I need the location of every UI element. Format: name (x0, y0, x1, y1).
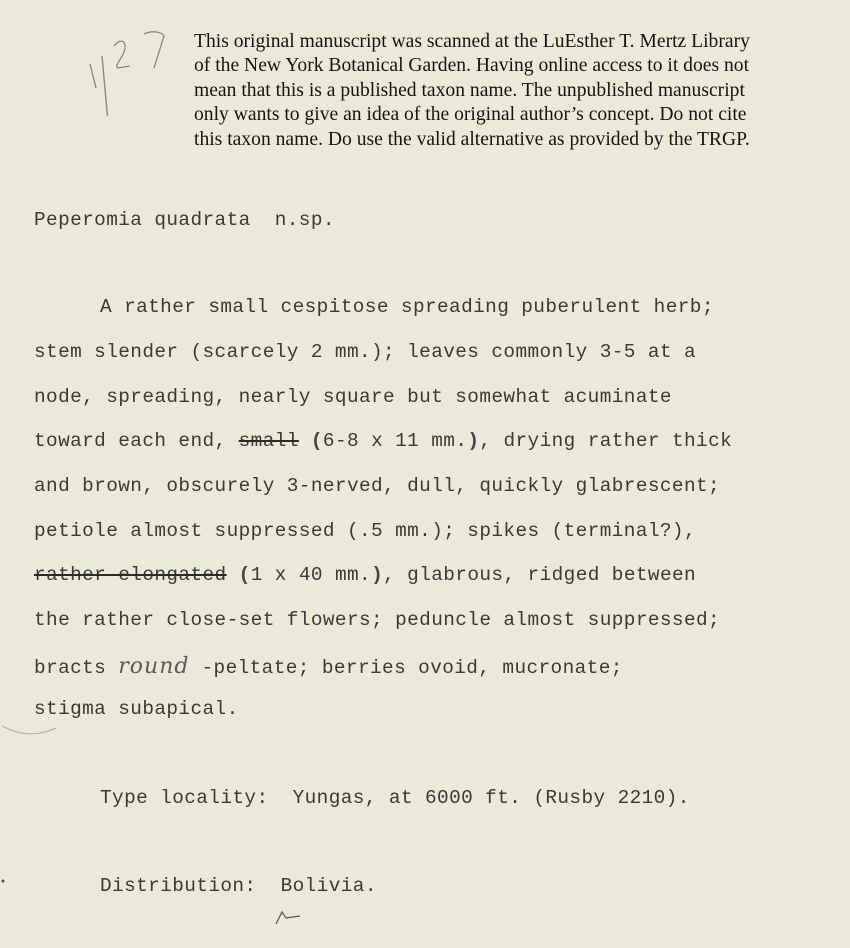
pencil-check-mark (272, 906, 308, 930)
description-line: A rather small cespitose spreading puberulent herb; (100, 296, 714, 318)
description-line: and brown, obscurely 3-nerved, dull, quickly glabrescent; (34, 475, 721, 497)
species-title (34, 209, 335, 231)
notice-line: this taxon name. Do use the valid alternative as provided by the TRGP. (194, 128, 750, 150)
text-segment: -peltate; berries ovoid, mucronate; (201, 657, 623, 679)
hand-bracket: ( (310, 430, 323, 452)
text-segment: , drying rather thick (479, 430, 733, 452)
species-name: Peperomia quadrata (34, 209, 251, 231)
text-segment: toward each end, (34, 430, 227, 452)
distribution-value: Bolivia. (280, 875, 377, 897)
text-segment: 1 x 40 mm. (250, 564, 372, 586)
type-locality (100, 787, 690, 809)
notice-line: of the New York Botanical Garden. Having online access to it does not (194, 55, 750, 77)
distribution-label: Distribution: (100, 875, 257, 897)
description-line: the rather close-set flowers; peduncle almost suppressed; (34, 609, 721, 631)
pencil-accession-number (84, 26, 174, 116)
description-line: node, spreading, nearly square but somewhat acuminate (34, 386, 672, 408)
description-line: stigma subapical. (34, 698, 239, 720)
description-line (34, 430, 732, 452)
type-locality-label: Type locality: (100, 787, 269, 809)
description-line (34, 654, 623, 679)
text-segment: , glabrous, ridged between (383, 564, 697, 586)
hand-bracket: ) (371, 564, 384, 586)
hand-bracket: ( (238, 564, 251, 586)
struck-text: rather elongated (34, 564, 227, 586)
pencil-stroke-mark (0, 712, 70, 742)
text-segment: 6-8 x 11 mm. (322, 430, 468, 452)
notice-line: only wants to give an idea of the original author’s concept. Do not cite (194, 104, 747, 126)
type-locality-value: Yungas, at 6000 ft. (Rusby 2210). (292, 787, 690, 809)
notice-line: This original manuscript was scanned at the LuEsther T. Mertz Library (194, 31, 750, 52)
description-line: stem slender (scarcely 2 mm.); leaves commonly 3-5 at a (34, 341, 696, 363)
description-line (34, 564, 696, 586)
library-notice (194, 30, 834, 152)
description-line: petiole almost suppressed (.5 mm.); spikes (terminal?), (34, 520, 696, 542)
scan-speck (0, 878, 8, 886)
text-segment: bracts (34, 657, 107, 679)
species-status: n.sp. (274, 209, 335, 231)
handwritten-insertion: round (118, 654, 190, 679)
notice-line: mean that this is a published taxon name. The unpublished manuscript (194, 79, 745, 101)
struck-text: small (238, 430, 299, 452)
distribution (100, 875, 377, 897)
hand-bracket: ) (467, 430, 480, 452)
